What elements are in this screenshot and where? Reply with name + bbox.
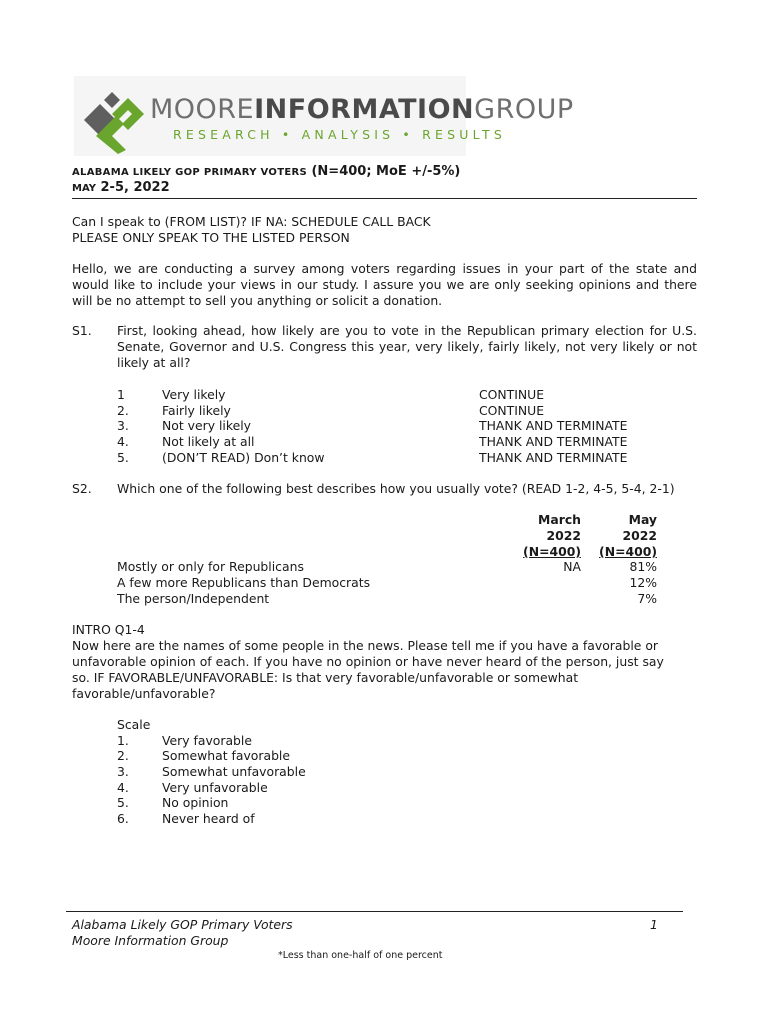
s2-row-label: Mostly or only for Republicans <box>117 559 304 574</box>
scale-num: 5. <box>117 795 129 810</box>
logo-wordmark: MOOREINFORMATIONGROUP <box>150 94 574 125</box>
scale-num: 6. <box>117 811 129 826</box>
intro-line-2: PLEASE ONLY SPEAK TO THE LISTED PERSON <box>72 230 350 245</box>
scale-text: No opinion <box>162 795 229 810</box>
s1-label: S1. <box>72 323 92 338</box>
s1-question: First, looking ahead, how likely are you to vote in the Republican primary election for U.S. Senate, Governor and U.S. Congress this year, very likely, fairly likely, not very likely or not likely at all? <box>117 323 697 370</box>
survey-title: ALABAMA LIKELY GOP PRIMARY VOTERS (N=400; MoE +/-5%) <box>72 164 461 179</box>
s2-row-may: 12% <box>629 575 657 590</box>
s2-row-may: 7% <box>637 591 657 606</box>
footer-company: Moore Information Group <box>72 933 229 948</box>
intro-line-1: Can I speak to (FROM LIST)? IF NA: SCHEDULE CALL BACK <box>72 214 431 229</box>
footer-survey-name: Alabama Likely GOP Primary Voters <box>72 917 293 932</box>
logo-tagline: RESEARCH • ANALYSIS • RESULTS <box>173 127 507 142</box>
s1-option-text: Not very likely <box>162 418 251 433</box>
s1-option-num: 3. <box>117 418 129 433</box>
scale-label: Scale <box>117 717 151 732</box>
s1-option-action: THANK AND TERMINATE <box>479 450 628 465</box>
scale-num: 2. <box>117 748 129 763</box>
scale-num: 1. <box>117 733 129 748</box>
s2-row-may: 81% <box>629 559 657 574</box>
survey-date: MAY 2-5, 2022 <box>72 180 170 195</box>
scale-num: 3. <box>117 764 129 779</box>
footer-page-number: 1 <box>650 917 658 932</box>
company-logo-mark-icon <box>82 84 148 154</box>
scale-num: 4. <box>117 780 129 795</box>
scale-text: Never heard of <box>162 811 255 826</box>
header-divider <box>72 198 697 199</box>
s1-option-action: THANK AND TERMINATE <box>479 418 628 433</box>
s2-col-may-header: May 2022 (N=400) <box>599 512 657 559</box>
s2-question: Which one of the following best describes how you usually vote? (READ 1-2, 4-5, 5-4, 2-1) <box>117 481 675 496</box>
s1-option-text: Very likely <box>162 387 226 402</box>
s1-option-num: 4. <box>117 434 129 449</box>
q14-heading: INTRO Q1-4 <box>72 622 145 637</box>
s1-option-text: Fairly likely <box>162 403 231 418</box>
s1-option-action: THANK AND TERMINATE <box>479 434 628 449</box>
s2-row-label: The person/Independent <box>117 591 270 606</box>
scale-text: Very favorable <box>162 733 252 748</box>
scale-text: Somewhat unfavorable <box>162 764 306 779</box>
s1-option-text: Not likely at all <box>162 434 255 449</box>
footnote: *Less than one-half of one percent <box>278 950 443 961</box>
s2-col-march-header: March 2022 (N=400) <box>523 512 581 559</box>
s1-option-num: 2. <box>117 403 129 418</box>
s2-row-march: NA <box>563 559 581 574</box>
footer-divider <box>66 911 683 912</box>
s1-option-num: 1 <box>117 387 125 402</box>
intro-hello-paragraph: Hello, we are conducting a survey among voters regarding issues in your part of the state and would like to include your views in our study. I assure you we are only seeking opinions and there will be no attempt to sell you anything or solicit a donation. <box>72 261 697 308</box>
s1-option-action: CONTINUE <box>479 403 545 418</box>
s1-option-text: (DON’T READ) Don’t know <box>162 450 325 465</box>
scale-text: Very unfavorable <box>162 780 268 795</box>
q14-intro-text: Now here are the names of some people in the news. Please tell me if you have a favorable or unfavorable opinion of each. If you have no opinion or have never heard of the person, just say so. IF FAVORABLE/UNFAVORABLE: Is that very favorable/unfavorable or somewhat favorable/unfavorable? <box>72 638 664 701</box>
s2-label: S2. <box>72 481 92 496</box>
s1-option-action: CONTINUE <box>479 387 545 402</box>
s1-option-num: 5. <box>117 450 129 465</box>
s2-row-label: A few more Republicans than Democrats <box>117 575 371 590</box>
scale-text: Somewhat favorable <box>162 748 291 763</box>
